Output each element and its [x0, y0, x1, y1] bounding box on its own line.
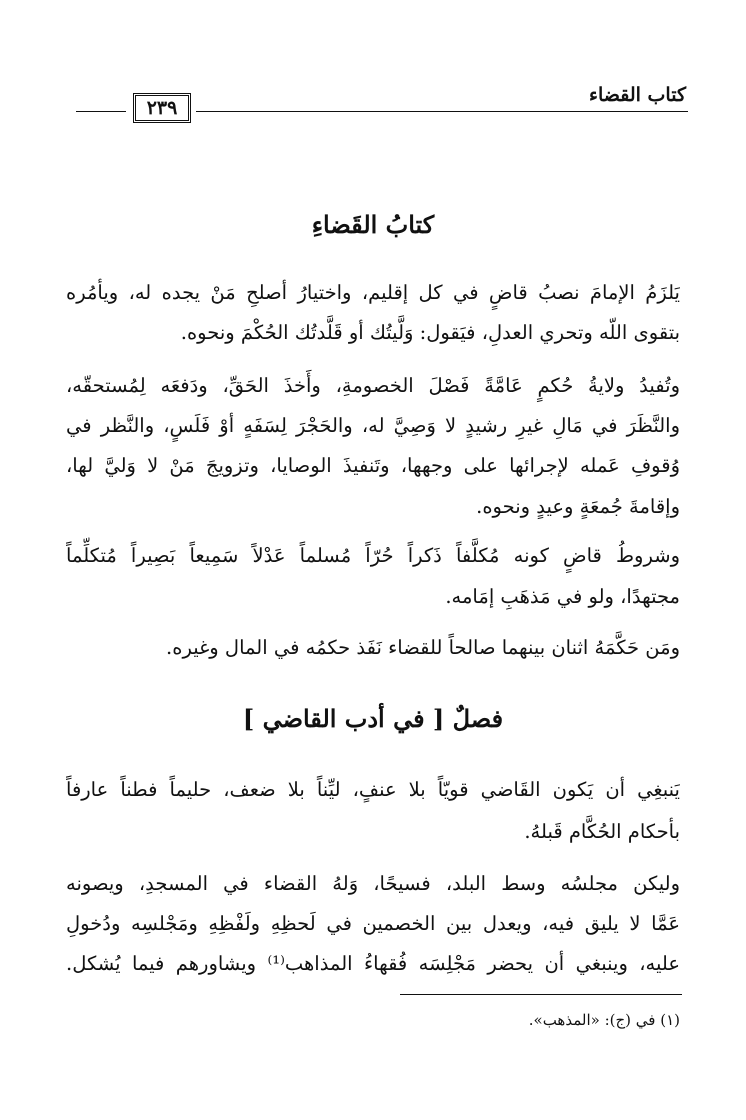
text-line: وُقوفِ عَمله لإجرائها على وجهها، وتَنفيذَ الوصايا، وتزويجَ مَنْ لا وَليَّ لها، — [66, 454, 680, 477]
text-line: يَلزَمُ الإمامَ نصبُ قاضٍ في كل إقليم، واختيارُ أصلحِ مَنْ يجده له، ويأمُره — [66, 281, 680, 304]
text-line: وشروطُ قاضٍ كونه مُكلَّفاً ذَكراً حُرّاً مُسلماً عَدْلاً سَمِيعاً بَصِيراً مُتكلِّماً — [66, 544, 680, 567]
text-line: عَمَّا لا يليق فيه، ويعدل بين الخصمين في لَحظِهِ ولَفْظِهِ ومَجْلسِه ودُخولِ — [66, 912, 680, 935]
footnote: (١) في (ج): «المذهب». — [528, 1011, 680, 1029]
running-title: كتاب القضاء — [589, 84, 686, 106]
text-line: بتقوى اللّه وتحري العدلِ، فيَقول: وَلَّيتُك أو قَلَّدتُك الحُكْمَ ونحوه. — [180, 321, 680, 344]
header-rule — [196, 111, 688, 112]
text-line: ومَن حَكَّمَهُ اثنان بينهما صالحاً للقضاء نَفَذ حكمُه في المال وغيره. — [166, 636, 680, 659]
text-line: وإقامةَ جُمعَةٍ وعيدٍ ونحوه. — [476, 495, 680, 518]
text-line: عليه، وينبغي أن يحضر مَجْلِسَه فُقهاءُ المذاهب⁽¹⁾ ويشاورهم فيما يُشكل. — [66, 952, 680, 975]
header-rule-left — [76, 111, 126, 112]
text-line: والنَّظَرَ في مَالِ غيرِ رشيدٍ لا وَصِيَّ له، والحَجْرَ لِسَفَهٍ أوْ فَلَسٍ، والنَّظر في — [66, 414, 680, 437]
page-number: ٢٣٩ — [133, 93, 191, 123]
text-line: وتُفيدُ ولايةُ حُكمٍ عَامَّةً فَصْلَ الخصومةِ، وأَخذَ الحَقِّ، ودَفعَه لِمُستحقّه، — [66, 374, 680, 397]
footnote-rule — [400, 994, 682, 995]
chapter-title: كتابُ القَضاءِ — [311, 210, 435, 239]
section-title: فصلٌ [ في أدب القاضي ] — [242, 704, 504, 733]
text-line: مجتهدًا، ولو في مَذهَبِ إمَامه. — [445, 585, 680, 608]
text-line: وليكن مجلسُه وسط البلد، فسيحًا، وَلهُ القضاء في المسجدِ، ويصونه — [66, 872, 680, 895]
text-line: يَنبغِي أن يَكون القَاضي قويّاً بلا عنفٍ، ليِّناً بلا ضعف، حليماً فطناً عارفاً — [66, 778, 680, 801]
text-line: بأحكام الحُكَّام قَبلهُ. — [524, 820, 680, 843]
